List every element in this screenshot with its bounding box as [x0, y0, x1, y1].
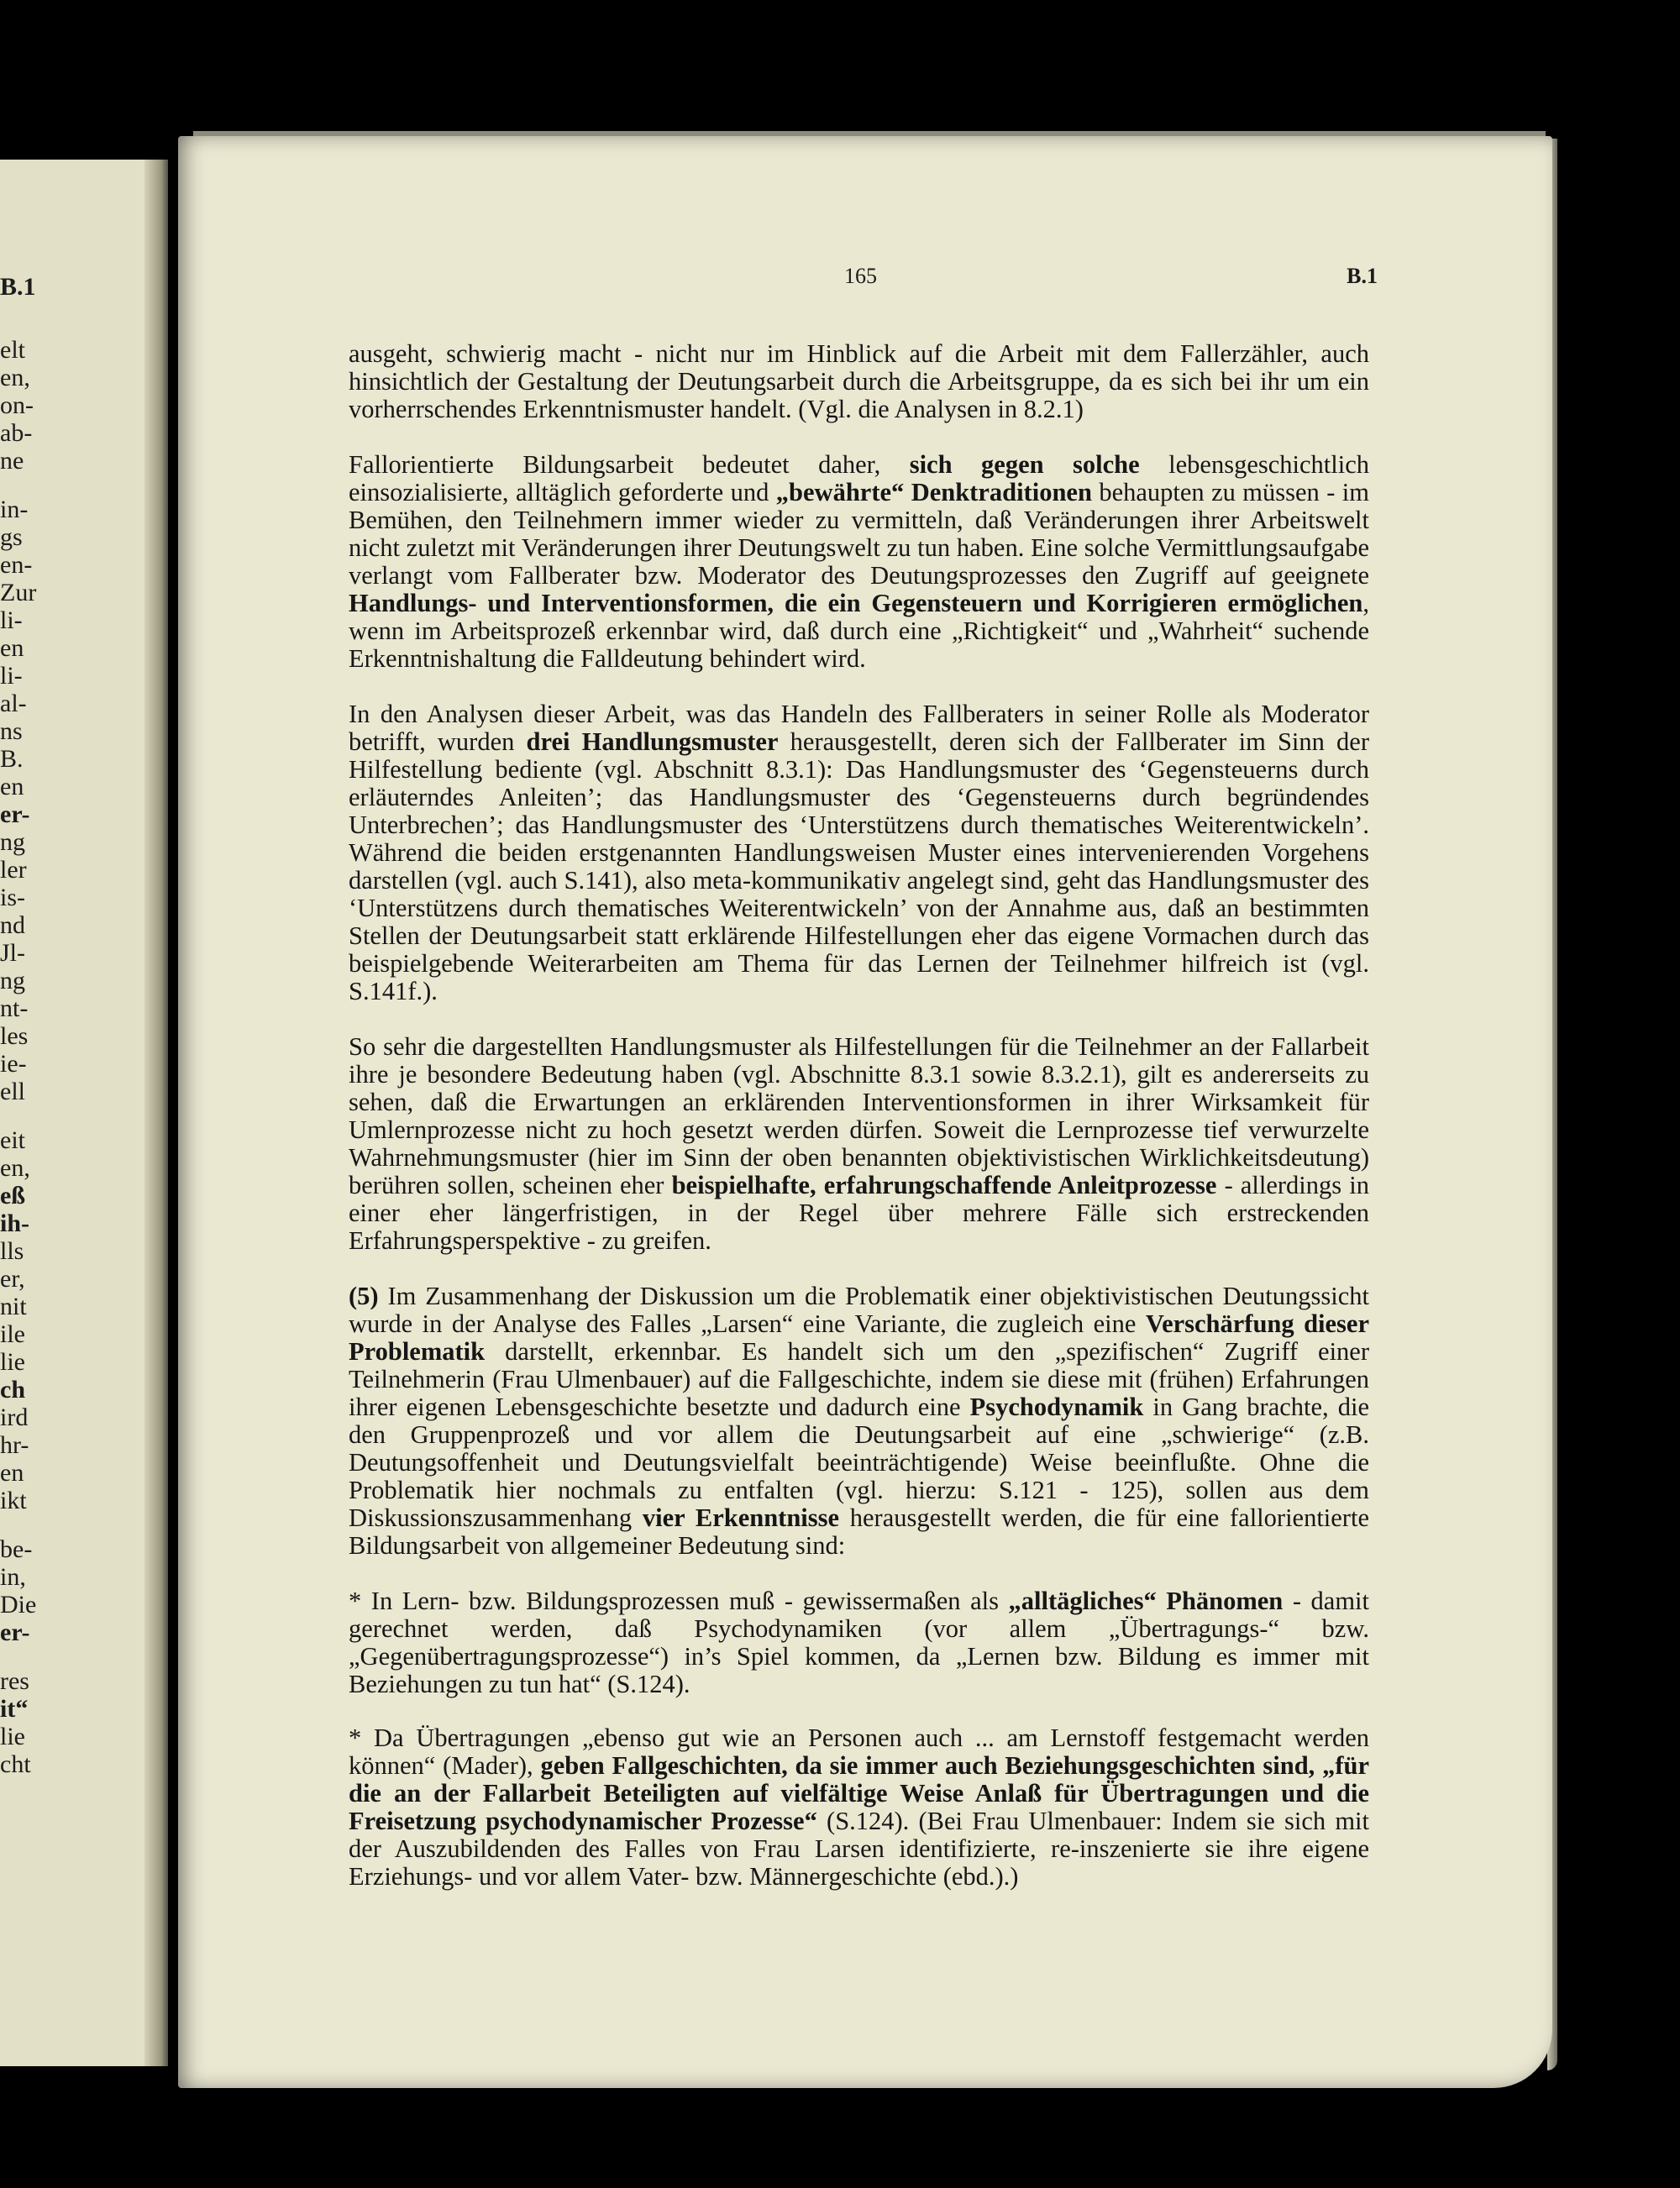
left-text-fragment: Die	[0, 1591, 37, 1619]
left-text-fragment: gs	[0, 523, 23, 551]
left-text-fragment: is-	[0, 884, 25, 911]
left-text-fragment: ikt	[0, 1487, 27, 1514]
text-run: (S.124). (Bei Frau Ulmenbauer: Indem sie sich mit der Auszubildenden des Falles von Frau Larsen identifizierte, re-inszenierte sie ihre eigene Erziehungs- und vor allem Vater- bzw. Männergeschichte (ebd.).)	[349, 1807, 1370, 1891]
bold-text: Psychodynamik	[969, 1393, 1144, 1421]
text-run: behaupten zu müssen - im Bemühen, den Teilnehmern immer wieder zu vermitteln, daß Veränderungen ihrer Arbeitswelt nicht zuletzt mit Veränderungen ihrer Deutungswelt zu tun haben. Eine solche Vermittlungsaufgabe verlangt vom Fallberater bzw. Moderator des Deutungsprozesses den Zugriff auf geeignete	[349, 478, 1370, 590]
text-run: - allerdings in einer eher längerfristigen, in der Regel über mehrere Fälle sich erstreckenden Erfahrungsperspektive - zu greifen.	[349, 1171, 1369, 1255]
left-text-fragment: er,	[0, 1265, 25, 1293]
left-text-fragment: ih-	[0, 1209, 30, 1237]
text-run: - damit gerechnet werden, daß Psychodynamiken (vor allem „Übertragungs-“ bzw. „Gegenübertragungsprozesse“) in’s Spiel kommen, da „Lernen bzw. Bildung es immer mit Beziehungen zu tun hat“ (S.124).	[349, 1587, 1370, 1698]
bold-text: beispielhafte, erfahrungschaffende Anleitprozesse	[671, 1171, 1217, 1199]
left-text-fragment: ell	[0, 1078, 25, 1105]
left-text-fragment: en	[0, 634, 24, 662]
left-text-fragment: ng	[0, 967, 25, 994]
left-text-fragment: elt	[0, 336, 25, 364]
left-text-fragment: nit	[0, 1293, 27, 1320]
paragraph	[349, 1724, 1369, 1891]
left-text-fragment: en,	[0, 364, 30, 391]
text-run: darstellt, erkennbar. Es handelt sich um den „spezifischen“ Zugriff einer Teilnehmerin (Frau Ulmenbauer) auf die Fallgeschichte, indem sie diese mit (frühen) Erfahrungen ihrer eigenen Lebensgeschichte besetzte und dadurch eine	[349, 1337, 1369, 1421]
left-text-fragment: in,	[0, 1563, 26, 1591]
page-number: 165	[844, 264, 877, 288]
left-text-fragment: nd	[0, 911, 25, 939]
paragraph	[349, 1033, 1369, 1255]
left-text-fragment: ler	[0, 856, 27, 884]
left-text-fragment: en	[0, 1459, 24, 1487]
left-text-fragment: lie	[0, 1348, 25, 1376]
left-text-fragment: li-	[0, 662, 23, 690]
left-text-fragment: eit	[0, 1126, 25, 1154]
section-reference: B.1	[1347, 264, 1378, 288]
left-text-fragment: cht	[0, 1750, 31, 1778]
text-run: In den Analysen dieser Arbeit, was das Handeln des Fallberaters in seiner Rolle als Moderator betrifft, wurden	[349, 700, 1369, 756]
text-run: * Da Übertragungen „ebenso gut wie an Personen auch ... am Lernstoff festgemacht werden können“ (Mader),	[349, 1724, 1369, 1780]
text-run: herausgestellt werden, die für eine fallorientierte Bildungsarbeit von allgemeiner Bedeutung sind:	[349, 1503, 1369, 1560]
left-text-fragment: ns	[0, 717, 23, 745]
left-text-fragment: er-	[0, 800, 30, 828]
left-text-fragment: ie-	[0, 1050, 27, 1078]
paragraph	[349, 1587, 1369, 1698]
left-text-fragment: li-	[0, 606, 23, 634]
paragraph	[349, 1283, 1369, 1560]
left-text-fragment: en,	[0, 1154, 30, 1182]
paragraph	[349, 451, 1369, 673]
left-text-fragment: er-	[0, 1619, 30, 1646]
text-run: ausgeht, schwierig macht - nicht nur im Hinblick auf die Arbeit mit dem Fallerzähler, auch hinsichtlich der Gestaltung der Deutungsarbeit durch die Arbeitsgruppe, da es sich bei ihr um ein vorherrschendes Erkenntnismuster handelt. (Vgl. die Analysen in 8.2.1)	[349, 339, 1369, 423]
left-text-fragment: eß	[0, 1182, 25, 1209]
text-run: herausgestellt, deren sich der Fallberater im Sinn der Hilfestellung bediente (vgl. Abschnitt 8.3.1): Das Handlungsmuster des ‘Gegensteuerns durch erläuterndes Anleiten’; das Handlungsmuster des ‘Gegensteuerns durch begründendes Unterbrechen’; das Handlungsmuster des ‘Unterstützens durch thematisches Weiterentwickeln’. Während die beiden erstgenannten Handlungsweisen Muster eines intervenierenden Vorgehens darstellen (vgl. auch S.141), also meta-kommunikativ angelegt sind, geht das Handlungsmuster des ‘Unterstützens durch thematisches Weiterentwickeln’ von der Annahme aus, daß an bestimmten Stellen der Deutungsarbeit statt erklärende Hilfestellungen eher das eigene Vormachen durch das beispielgebende Weiterarbeiten am Thema für das Lernen der Teilnehmer hilfreich ist (vgl. S.141f.).	[349, 727, 1369, 1005]
left-text-fragment: nt-	[0, 994, 29, 1022]
body-text	[349, 340, 1369, 1917]
bold-text: (5)	[349, 1282, 379, 1310]
left-text-fragment: hr-	[0, 1431, 29, 1459]
page-header	[344, 260, 1378, 294]
text-run: in Gang brachte, die den Gruppenprozeß und vor allem die Deutungsarbeit auf eine „schwierige“ (z.B. Deutungsoffenheit und Deutungsvielfalt beeinträchtigende) Weise beeinflußte. Ohne die Problematik hier nochmals zu entfalten (vgl. hierzu: S.121 - 125), sollen aus dem Diskussionszusammenhang	[349, 1393, 1369, 1532]
left-text-fragment: on-	[0, 391, 34, 419]
bold-text: geben Fallgeschichten, da sie immer auch Beziehungsgeschichten sind, „für die an der Fallarbeit Beteiligten auf vielfältige Weise Anlaß für Übertragungen und die Freisetzung psychodynamischer Prozesse“	[349, 1751, 1369, 1835]
text-run: , wenn im Arbeitsprozeß erkennbar wird, daß durch eine „Richtigkeit“ und „Wahrheit“ suchende Erkenntnishaltung die Falldeutung behindert wird.	[349, 589, 1369, 673]
left-text-fragment: en-	[0, 551, 33, 579]
left-text-fragment: res	[0, 1667, 29, 1695]
text-run: lebensgeschichtlich einsozialisierte, alltäglich geforderte und	[349, 450, 1369, 506]
left-text-fragment: lls	[0, 1237, 24, 1265]
book-gutter	[144, 160, 168, 2066]
left-text-fragment: al-	[0, 690, 27, 717]
left-text-fragment: it“	[0, 1695, 29, 1723]
paragraph	[349, 340, 1369, 423]
left-text-fragment: ird	[0, 1404, 29, 1431]
text-run: So sehr die dargestellten Handlungsmuster als Hilfestellungen für die Teilnehmer an der Fallarbeit ihre je besondere Bedeutung haben (vgl. Abschnitte 8.3.1 sowie 8.3.2.1), gilt es andererseits zu sehen, daß die Erwartungen an erklärenden Interventionsformen in ihrer Wirksamkeit für Umlernprozesse nicht zu hoch gesetzt werden dürfen. Soweit die Lernprozesse tief verwurzelte Wahrnehmungsmuster (hier im Sinn der oben benannten objektivistischen Wirklichkeitsdeutung) berühren sollen, scheinen eher	[349, 1032, 1369, 1199]
bold-text: drei Handlungsmuster	[526, 727, 779, 756]
left-text-fragment: Jl-	[0, 939, 25, 967]
left-text-fragment: ile	[0, 1320, 25, 1348]
left-text-fragment: ch	[0, 1376, 25, 1404]
left-text-fragment: ng	[0, 828, 25, 856]
text-run: Im Zusammenhang der Diskussion um die Problematik einer objektivistischen Deutungssicht wurde in der Analyse des Falles „Larsen“ eine Variante, die zugleich eine	[349, 1282, 1369, 1338]
left-section-reference: B.1	[0, 273, 36, 301]
left-text-fragment: ne	[0, 447, 24, 475]
left-text-fragment: B.	[0, 745, 24, 773]
paragraph	[349, 700, 1369, 1005]
left-text-fragment: ab-	[0, 419, 33, 447]
bold-text: sich gegen solche	[909, 450, 1140, 479]
bold-text: vier Erkenntnisse	[642, 1503, 840, 1532]
bold-text: Verschärfung dieser Problematik	[349, 1309, 1369, 1366]
left-text-fragment: lie	[0, 1723, 25, 1750]
text-run: Fallorientierte Bildungsarbeit bedeutet daher,	[349, 450, 910, 479]
left-text-fragment: be-	[0, 1535, 33, 1563]
left-text-fragment: en	[0, 773, 24, 800]
bold-text: „alltägliches“ Phänomen	[1008, 1587, 1284, 1615]
bold-text: „bewährte“ Denktraditionen	[775, 478, 1092, 506]
text-run: * In Lern- bzw. Bildungsprozessen muß - gewissermaßen als	[349, 1587, 1009, 1615]
left-text-fragment: in-	[0, 496, 29, 523]
bold-text: Handlungs- und Interventionsformen, die ein Gegensteuern und Korrigieren ermöglichen	[349, 589, 1363, 617]
left-text-fragment: Zur	[0, 579, 37, 606]
left-text-fragment: les	[0, 1022, 29, 1050]
left-page-edge	[0, 160, 168, 2066]
